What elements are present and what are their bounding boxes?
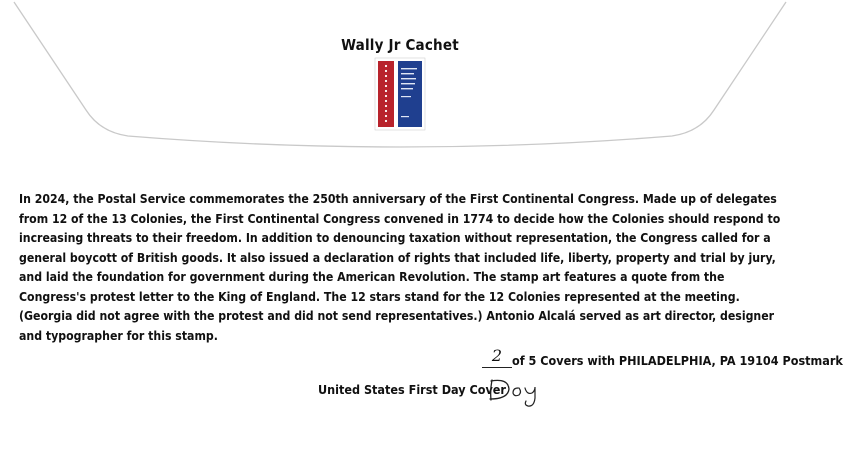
signature <box>478 370 558 410</box>
first-day-cover-label: United States First Day Cover <box>318 382 506 397</box>
edition-line <box>482 346 843 369</box>
edition-text: of 5 Covers with PHILADELPHIA, PA 19104 Postmark <box>512 353 843 368</box>
description-text: In 2024, the Postal Service commemorates the 250th anniversary of the First Continental Congress. Made up of delegates from 12 of the 13 Colonies, the First Continental Congress convened in 1774 to decide how the Colonies should respond to increasing threats to their freedom. In addition to denouncing taxation without representation, the Congress called for a general boycott of British goods. It also issued a declaration of rights that included life, liberty, property and trial by jury, and laid the foundation for government during the American Revolution. The stamp art features a quote from the Congress's protest letter to the King of England. The 12 stars stand for the 12 Colonies represented at the meeting. (Georgia did not agree with the protest and did not send representatives.) Antonio Alcalá served as art director, designer and typographer for this stamp. <box>19 192 781 343</box>
stamp-image <box>375 58 425 130</box>
cachet-title: Wally Jr Cachet <box>341 36 459 54</box>
edition-number: 2 <box>482 350 512 369</box>
